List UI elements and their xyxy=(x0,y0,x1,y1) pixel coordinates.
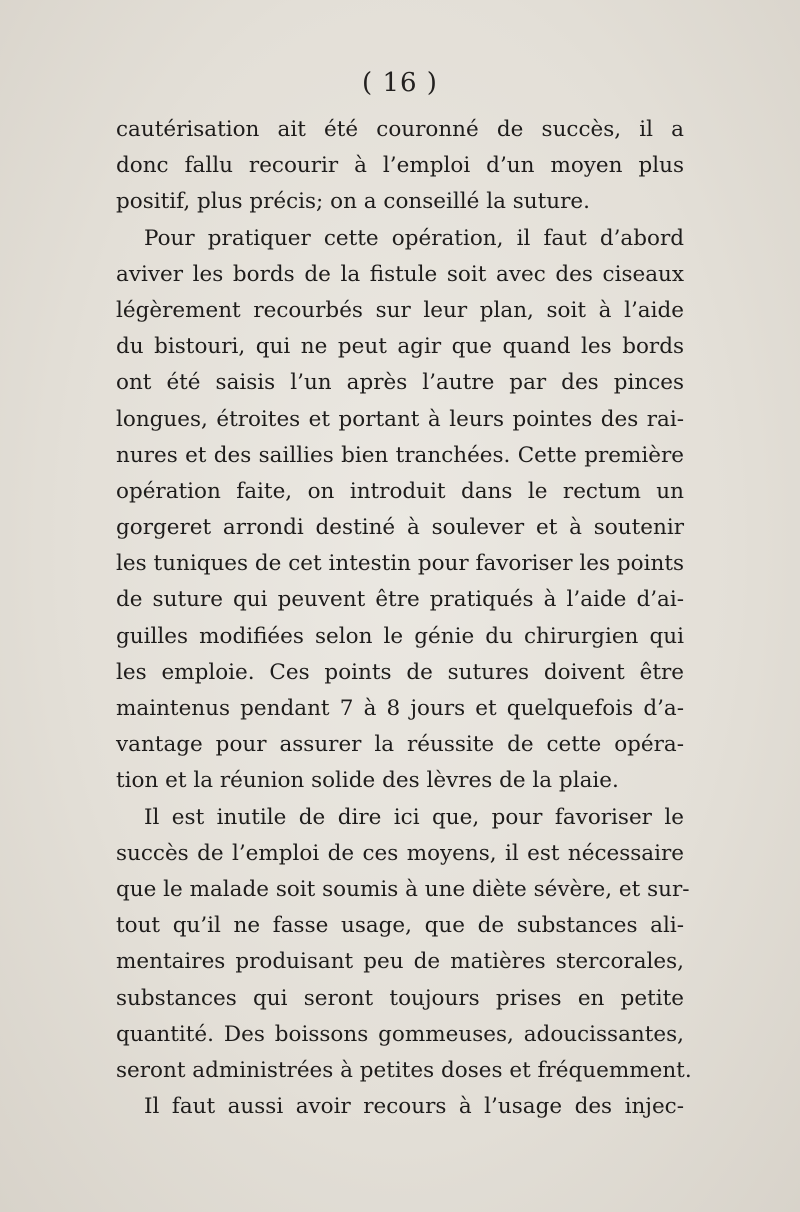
text-line: mentaires produisant peu de matières stercorales, xyxy=(116,949,684,975)
text-line: positif, plus précis; on a conseillé la suture. xyxy=(116,189,590,215)
text-line: longues, étroites et portant à leurs pointes des rai- xyxy=(116,406,684,432)
text-line: donc fallu recourir à l’emploi d’un moyen plus xyxy=(116,153,684,179)
text-line: maintenus pendant 7 à 8 jours et quelquefois d’a- xyxy=(116,696,684,721)
text-line: tion et la réunion solide des lèvres de la plaie. xyxy=(116,768,619,794)
text-line: Pour pratiquer cette opération, il faut d’abord xyxy=(144,225,684,251)
text-line: nures et des saillies bien tranchées. Cette première xyxy=(116,442,684,468)
text-line: les emploie. Ces points de sutures doivent être xyxy=(116,659,684,685)
text-line: gorgeret arrondi destiné à soulever et à soutenir xyxy=(116,515,684,541)
text-line: tout qu’il ne fasse usage, que de substances ali- xyxy=(116,913,684,939)
text-line: ont été saisis l’un après l’autre par des pinces xyxy=(116,370,684,396)
text-line: Il faut aussi avoir recours à l’usage des injec- xyxy=(144,1094,684,1120)
text-line: quantité. Des boissons gommeuses, adoucissantes, xyxy=(116,1021,684,1047)
body-text xyxy=(116,112,692,1125)
text-line: du bistouri, qui ne peut agir que quand les bords xyxy=(116,334,684,360)
text-line: vantage pour assurer la réussite de cette opéra- xyxy=(116,732,684,758)
text-line: succès de l’emploi de ces moyens, il est nécessaire xyxy=(116,840,684,866)
text-line: légèrement recourbés sur leur plan, soit à l’aide xyxy=(116,297,684,323)
text-line: opération faite, on introduit dans le rectum un xyxy=(116,478,684,504)
text-line: les tuniques de cet intestin pour favoriser les points xyxy=(116,551,684,577)
text-line: que le malade soit soumis à une diète sévère, et sur- xyxy=(116,876,690,902)
text-line: guilles modifiées selon le génie du chirurgien qui xyxy=(116,623,684,649)
text-line: substances qui seront toujours prises en petite xyxy=(116,985,684,1011)
text-line: seront administrées à petites doses et fréquemment. xyxy=(116,1057,692,1083)
text-line: Il est inutile de dire ici que, pour favoriser le xyxy=(144,804,684,830)
text-line: aviver les bords de la fistule soit avec des ciseaux xyxy=(116,261,684,287)
page-number: ( 16 ) xyxy=(362,68,438,98)
text-line: de suture qui peuvent être pratiqués à l’aide d’ai- xyxy=(116,587,684,613)
text-line: cautérisation ait été couronné de succès, il a xyxy=(116,117,684,142)
